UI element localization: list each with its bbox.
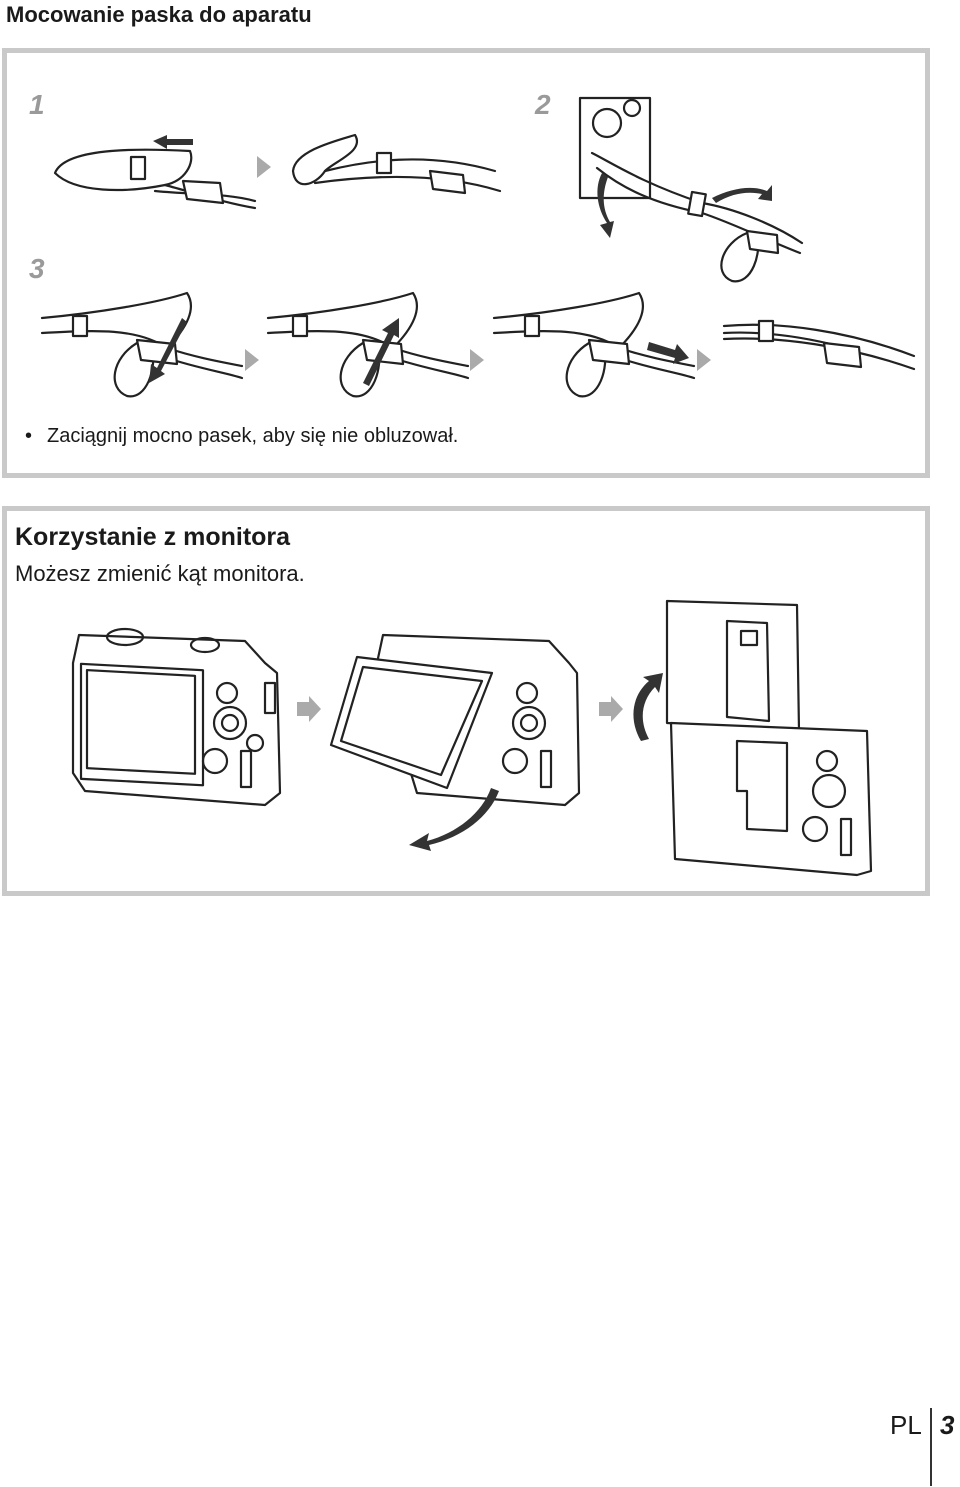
strap-illustration-3b: [263, 288, 473, 413]
arrow-right-icon: [697, 349, 713, 373]
step-number-2: 2: [535, 89, 551, 120]
strap-illustration-1a: [45, 133, 260, 213]
arrow-right-icon: [245, 349, 261, 373]
strap-illustration-1b: [285, 131, 505, 211]
camera-monitor-closed: [65, 623, 285, 808]
camera-monitor-tilted: [327, 623, 587, 858]
section-title-strap: Mocowanie paska do aparatu: [6, 2, 312, 27]
page-number: 3: [940, 1410, 955, 1440]
arrow-right-icon: [470, 349, 486, 373]
step-number-3: 3: [29, 253, 45, 284]
section-title-monitor: Korzystanie z monitora: [15, 523, 291, 551]
arrow-right-icon: [599, 696, 625, 726]
strap-instructions-panel: [2, 48, 930, 478]
step-number-1: 1: [29, 89, 45, 120]
camera-monitor-flipped: [627, 591, 877, 876]
arrow-right-icon: [257, 156, 273, 180]
strap-illustration-3d: [719, 311, 919, 391]
strap-illustration-3a: [37, 288, 247, 413]
strap-illustration-2: [572, 93, 807, 283]
page-divider-line: [930, 1408, 932, 1486]
language-code: PL: [890, 1410, 922, 1440]
strap-illustration-3c: [489, 288, 699, 413]
monitor-description: Możesz zmienić kąt monitora.: [15, 561, 305, 586]
arrow-right-icon: [297, 696, 323, 726]
strap-tip: [25, 425, 458, 448]
monitor-instructions-panel: [2, 506, 930, 896]
bullet-icon: •: [25, 425, 33, 447]
strap-tip-text: Zaciągnij mocno pasek, aby się nie obluzował.: [47, 425, 459, 447]
